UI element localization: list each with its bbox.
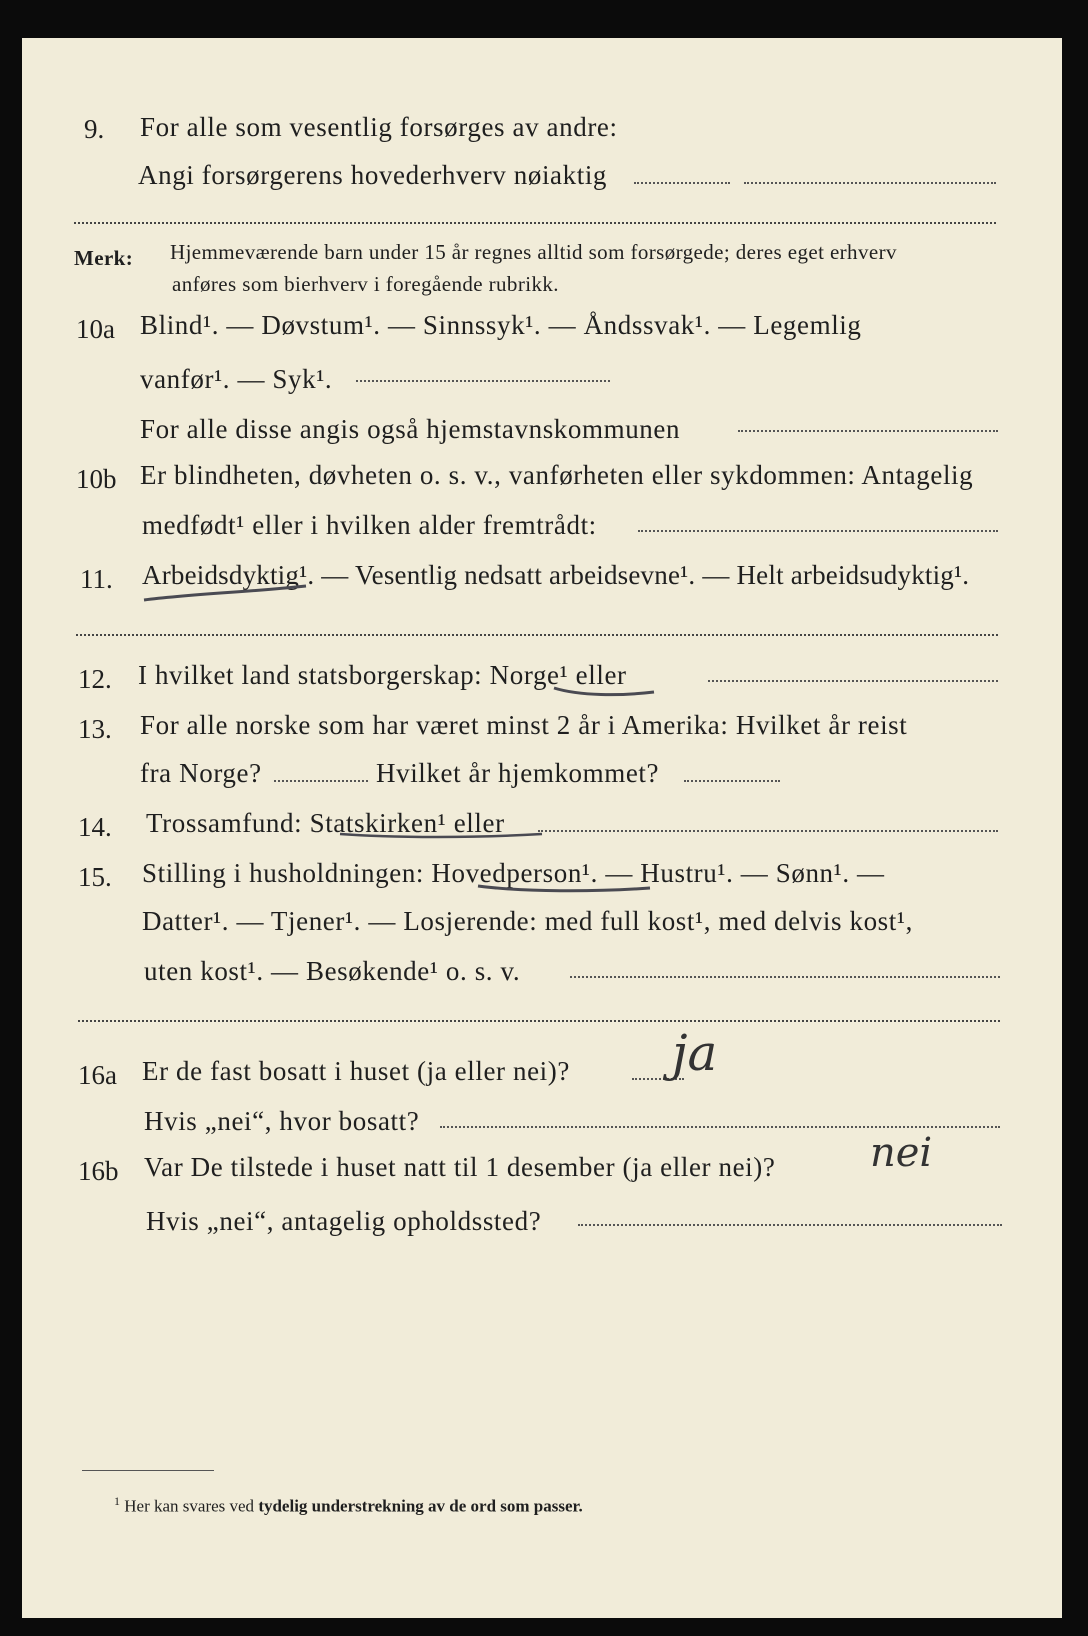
q11-text-line1: Arbeidsdyktig¹. — Vesentlig nedsatt arbeidsevne¹. — Helt arbeidsudyktig¹. — [142, 560, 970, 590]
separator-line — [74, 222, 996, 224]
q9-answer-line-2 — [744, 182, 996, 184]
arbeidsdyktig-underline-mark — [140, 582, 310, 606]
q10a-text-line1: Blind¹. — Døvstum¹. — Sinnssyk¹. — Åndssvak¹. — Legemlig — [140, 310, 862, 340]
q10b-answer-line — [638, 530, 998, 532]
q10b-text-line1: Er blindheten, døvheten o. s. v., vanførheten eller sykdommen: Antagelig — [140, 460, 974, 490]
footnote-rule — [82, 1470, 214, 1471]
q16a-text-line1: Er de fast bosatt i huset (ja eller nei)? — [142, 1056, 570, 1086]
separator-line — [78, 1020, 1000, 1022]
merk-label: Merk: — [74, 246, 134, 270]
q15-text-line3: uten kost¹. — Besøkende¹ o. s. v. — [144, 956, 521, 986]
q10a-answer-line — [356, 380, 610, 382]
q15-text-line2: Datter¹. — Tjener¹. — Losjerende: med full kost¹, med delvis kost¹, — [142, 906, 913, 936]
q16a-bosatt-answer-line — [440, 1126, 1000, 1128]
q13-hjemkommet-answer-line — [684, 780, 780, 782]
q13-number: 13. — [78, 714, 112, 744]
footnote-text: Her kan svares ved — [124, 1496, 255, 1516]
q10b-number: 10b — [76, 464, 117, 494]
separator-line — [76, 634, 998, 636]
q9-number: 9. — [84, 114, 105, 144]
footnote — [114, 1494, 583, 1517]
q16a-handwritten-answer: ja — [672, 1024, 718, 1082]
q13-reist-answer-line — [274, 780, 368, 782]
q10a-text-line2: vanfør¹. — Syk¹. — [140, 364, 333, 394]
q13-text-line1: For alle norske som har været minst 2 år i Amerika: Hvilket år reist — [140, 710, 908, 740]
q15-number: 15. — [78, 862, 112, 892]
census-form-page — [22, 38, 1062, 1618]
q13-text-line2a: fra Norge? — [140, 758, 262, 788]
q15-answer-line — [570, 976, 1000, 978]
merk-text-line1: Hjemmeværende barn under 15 år regnes alltid som forsørgede; deres eget erhverv — [170, 240, 897, 264]
q15-text-line1: Stilling i husholdningen: Hovedperson¹. — Hustru¹. — Sønn¹. — — [142, 858, 885, 888]
q16b-number: 16b — [78, 1156, 119, 1186]
q13-text-line2b: Hvilket år hjemkommet? — [376, 758, 660, 788]
q16b-text-line1: Var De tilstede i huset natt til 1 desember (ja eller nei)? — [144, 1152, 776, 1182]
q16a-number: 16a — [78, 1060, 117, 1090]
q12-number: 12. — [78, 664, 112, 694]
q16b-handwritten-answer: nei — [870, 1130, 933, 1176]
q9-text-line1: For alle som vesentlig forsørges av andre: — [140, 112, 618, 142]
q16a-text-line2: Hvis „nei“, hvor bosatt? — [144, 1106, 420, 1136]
q11-number: 11. — [80, 564, 113, 594]
q16b-text-line2: Hvis „nei“, antagelig opholdssted? — [146, 1206, 542, 1236]
q10a-number: 10a — [76, 314, 115, 344]
hovedperson-underline-mark — [474, 880, 654, 896]
footnote-text-bold: tydelig understrekning av de ord som passer. — [258, 1496, 583, 1516]
q16b-answer-line — [578, 1224, 1002, 1226]
norge-underline-mark — [550, 684, 660, 700]
footnote-marker: 1 — [114, 1494, 120, 1508]
q14-number: 14. — [78, 812, 112, 842]
q10a-hjemstavn-answer-line — [738, 430, 998, 432]
q14-text-line1: Trossamfund: Statskirken¹ eller — [146, 808, 505, 838]
q9-answer-line — [634, 182, 730, 184]
q14-answer-line — [538, 830, 998, 832]
statskirken-underline-mark — [336, 828, 546, 842]
q12-answer-line — [708, 680, 998, 682]
merk-text-line2: anføres som bierhverv i foregående rubrikk. — [172, 272, 559, 296]
q10b-text-line2: medfødt¹ eller i hvilken alder fremtrådt: — [142, 510, 597, 540]
q9-text-line2: Angi forsørgerens hovederhverv nøiaktig — [138, 160, 608, 190]
q12-text-line1: I hvilket land statsborgerskap: Norge¹ eller — [138, 660, 627, 690]
q10a-text-line3: For alle disse angis også hjemstavnskommunen — [140, 414, 681, 444]
